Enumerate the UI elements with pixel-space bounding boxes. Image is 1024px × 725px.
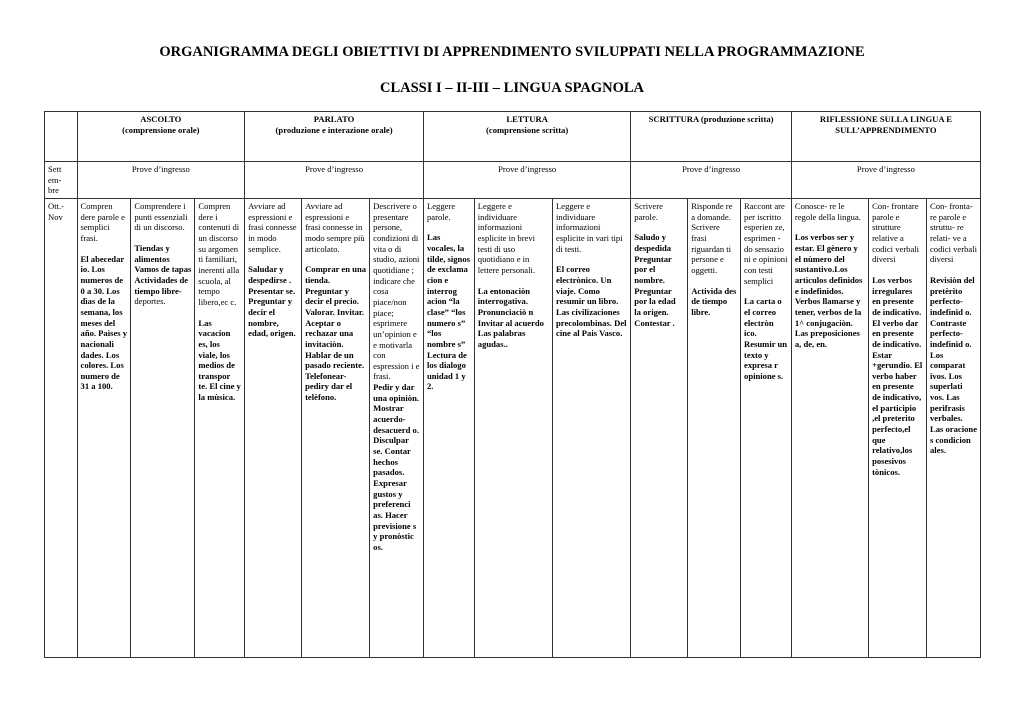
cell-text: Con- frontare parole e strutture relative a codici verbali diversi bbox=[872, 200, 920, 265]
cell-text: Raccont are per iscritto esperien ze, esprimen - do sensazio ni e opinioni con testi semplici bbox=[744, 200, 788, 286]
cell-scrittura-1 bbox=[631, 198, 688, 657]
cell-riflessione-3 bbox=[926, 198, 980, 657]
cell-text: Comprendere i punti essenziali di un discorso. bbox=[134, 200, 188, 233]
cell-text-tail: deportes. bbox=[134, 296, 166, 307]
prove-ingresso-scrittura: Prove d’ingresso bbox=[631, 162, 792, 199]
cell-text: Compren dere parole e semplici frasi. bbox=[80, 200, 125, 243]
cell-topics: Tiendas y alimentos Vamos de tapas Actividades de tiempo libre- bbox=[134, 242, 192, 296]
cell-topics: Los verbos ser y estar. El gènero y el nùmero del sustantivo.Los artìculos definidos e indefinidos. Verbos llamarse y tener, verbos de la 1^ conjugaciòn. Las preposiciones a, de, en. bbox=[794, 232, 863, 349]
cell-parlato-2 bbox=[302, 198, 370, 657]
cell-ascolto-2 bbox=[131, 198, 195, 657]
cell-topics: El correo electrònico. Un viaje. Como resumir un libro. Las civilizaciones precolombinas. Del cine al Pais Vasco. bbox=[556, 264, 627, 339]
cell-text: Leggere parole. bbox=[426, 200, 456, 222]
cell-text: Risponde re a domande. Scrivere frasi riguardan ti persone e oggetti. bbox=[691, 200, 733, 275]
row-ottobre-novembre bbox=[45, 198, 981, 657]
cell-scrittura-2 bbox=[688, 198, 741, 657]
page-title: ORGANIGRAMMA DEGLI OBIETTIVI DI APPRENDIMENTO SVILUPPATI NELLA PROGRAMMAZIONE bbox=[159, 44, 865, 60]
header-ascolto: ASCOLTO (comprensione orale) bbox=[77, 112, 245, 162]
row-label-settembre: Sett em- bre bbox=[45, 162, 78, 199]
cell-riflessione-1 bbox=[791, 198, 868, 657]
cell-text: Compren dere i contenuti di un discorso su argomen ti familiari, inerenti alla scuola, al tempo libero,ec c. bbox=[198, 200, 240, 307]
cell-topics: Saludo y despedida Preguntar por el nombre. Preguntar por la edad la origen. Contestar . bbox=[634, 232, 676, 328]
cell-lettura-1 bbox=[423, 198, 474, 657]
header-riflessione: RIFLESSIONE SULLA LINGUA E SULL’APPRENDIMENTO bbox=[791, 112, 980, 162]
header-lettura: LETTURA (comprensione scritta) bbox=[423, 112, 630, 162]
cell-topics: Las vocales, la tilde, signos de exclama cion e interrog acion “la clase” “los numero s” “los nombre s” Lectura de los dialogo unidad 1 y 2. bbox=[426, 232, 470, 392]
cell-text: Leggere e individuare informazioni esplicite in vari tipi di testi. bbox=[556, 200, 623, 254]
cell-text: Avviare ad espressioni e frasi connesse in modo semplice. bbox=[248, 200, 297, 254]
prove-ingresso-parlato: Prove d’ingresso bbox=[245, 162, 424, 199]
cell-ascolto-3 bbox=[195, 198, 245, 657]
cell-topics: La entonaciòn interrogativa. Pronunciaciò n Invitar al acuerdo Las palabras agudas.. bbox=[477, 285, 544, 349]
cell-topics: Saludar y despedirse . Presentar se. Preguntar y decir el nombre, edad, origen. bbox=[248, 264, 296, 339]
row-settembre bbox=[45, 162, 981, 199]
cell-text: Scrivere parole. bbox=[634, 200, 663, 222]
cell-topics: Las vacacion es, los viale, los medios de transpor te. El cine y la mùsica. bbox=[198, 317, 241, 403]
cell-topics: Pedir y dar una opiniòn. Mostrar acuerdo-desacuerd o. Disculpar se. Contar hechos pasados. Expresar gustos y preferenci as. Hacer previsione s y pronòstic os. bbox=[373, 382, 420, 552]
cell-text: Descrivere o presentare persone, condizioni di vita o di studio, azioni quotidiane ; indicare che cosa piace/non piace; esprimere un’opinion e e motivarla con espression i e frasi. bbox=[373, 200, 420, 382]
prove-ingresso-lettura: Prove d’ingresso bbox=[423, 162, 630, 199]
cell-topics: Los verbos irregulares en presente de indicativo. El verbo dar en presente de indicativo. Estar +gerundio. El verbo haber en presente de indicativo, el participio ,el preterito perfecto,el que relativo,los posesivos tònicos. bbox=[872, 274, 923, 477]
cell-parlato-3 bbox=[370, 198, 424, 657]
cell-parlato-1 bbox=[245, 198, 302, 657]
header-row bbox=[45, 112, 981, 162]
prove-ingresso-riflessione: Prove d’ingresso bbox=[791, 162, 980, 199]
cell-text: Avviare ad espressioni e frasi connesse in modo sempre più articolato. bbox=[305, 200, 365, 254]
cell-topics: Comprar en una tienda. Preguntar y decir el precio. Valorar. Invitar. Aceptar o rechazar una invitaciòn. Hablar de un pasado reciente. Telefonear- pediry dar el telèfono. bbox=[305, 264, 367, 403]
cell-text: Con- fronta- re parole e struttu- re relati- ve a codici verbali diversi bbox=[929, 200, 977, 265]
prove-ingresso-ascolto: Prove d’ingresso bbox=[77, 162, 245, 199]
page-subtitle: CLASSI I – II-III – LINGUA SPAGNOLA bbox=[379, 80, 645, 96]
cell-scrittura-3 bbox=[741, 198, 792, 657]
cell-topics: El abecedar io. Los numeros de 0 a 30. Los dìas de la semana, los meses del año. Paìses y nacionali dades. Los colores. Los numero de 31 a 100. bbox=[80, 253, 128, 392]
cell-lettura-2 bbox=[474, 198, 552, 657]
cell-lettura-3 bbox=[553, 198, 631, 657]
header-scrittura: SCRITTURA (produzione scritta) bbox=[631, 112, 792, 162]
header-parlato: PARLATO (produzione e interazione orale) bbox=[245, 112, 424, 162]
cell-topics: Revisiòn del pretèrito perfecto- indefinid o. Contraste perfecto- indefinid o. Los comparat ivos. Los superlati vos. Las perifrasis verbales. Las oracione s condicion ales. bbox=[929, 274, 978, 456]
cell-topics: La carta o el correo electròn ico. Resumir un texto y expresa r opinione s. bbox=[744, 296, 788, 381]
cell-topics: Activida des de tiempo libre. bbox=[691, 285, 737, 317]
objectives-table bbox=[44, 111, 981, 658]
cell-riflessione-2 bbox=[869, 198, 927, 657]
row-label-ott-nov: Ott.- Nov bbox=[45, 198, 78, 657]
corner-cell bbox=[45, 112, 78, 162]
cell-text: Conosce- re le regole della lingua. bbox=[794, 200, 861, 222]
cell-text: Leggere e individuare informazioni esplicite in brevi testi di uso quotidiano e in lettere personali. bbox=[477, 200, 536, 275]
cell-ascolto-1 bbox=[77, 198, 131, 657]
